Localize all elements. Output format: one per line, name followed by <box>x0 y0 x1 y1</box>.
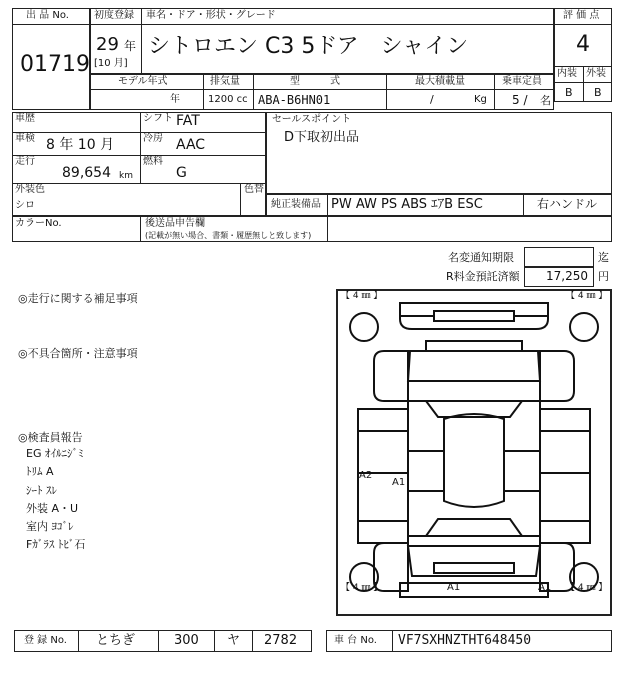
postdoc-note: (記載が無い場合、書類・履歴無しと致します) <box>145 231 312 240</box>
color-change-label: 色替 <box>244 184 264 195</box>
interior-grade: B <box>565 86 573 99</box>
steering: 右ハンドル <box>537 197 598 211</box>
chassis-no: VF7SXHNZTHT648450 <box>398 633 532 648</box>
sales-point: D下取初出品 <box>284 130 360 145</box>
reg-number: 2782 <box>264 633 298 648</box>
rear-bumper-outline <box>400 583 548 597</box>
right-side-outline <box>540 409 590 543</box>
max-load-slash: / <box>430 93 434 106</box>
name-change-label: 名変通知期限 <box>448 251 514 264</box>
capacity: 5 / <box>512 93 528 107</box>
year-unit: 年 <box>124 39 137 53</box>
recycle-value: 17,250 <box>546 269 588 283</box>
reg-region: とちぎ <box>96 633 136 648</box>
exterior-color-label: 外装色 <box>15 184 45 195</box>
history-label: 車歴 <box>15 113 35 124</box>
displacement: 1200 cc <box>208 94 248 105</box>
hood-outline <box>408 351 540 381</box>
color-no-label: カラーNo. <box>15 218 62 229</box>
model-type: ABA-B6HN01 <box>258 93 331 107</box>
displacement-label: 排気量 <box>210 76 240 87</box>
type-label: 型 式 <box>290 76 340 87</box>
tire-tl: 【 4 ㎜ 】 <box>341 291 383 301</box>
trunk-outline <box>408 546 540 576</box>
cabin-outline <box>408 401 540 536</box>
mileage-unit: km <box>119 171 133 181</box>
inspector-line: ﾄﾘﾑ A <box>26 465 54 478</box>
fuel-label: 燃料 <box>143 156 163 167</box>
first-reg-year: 29 <box>96 34 119 55</box>
ac-label: 冷房 <box>143 133 163 144</box>
max-load-label: 最大積載量 <box>415 76 465 87</box>
recycle-unit: 円 <box>598 270 609 283</box>
right-front-arch <box>540 351 574 401</box>
equipment-label: 純正装備品 <box>271 199 321 210</box>
chassis-label: 車 台 No. <box>334 635 377 646</box>
mark-a1-left: A1 <box>392 477 406 488</box>
front-plate-outline <box>434 311 514 321</box>
mileage-label: 走行 <box>15 156 35 167</box>
mark-a2: A2 <box>359 470 373 481</box>
name-change-value-box <box>524 247 594 267</box>
first-reg-label: 初度登録 <box>94 10 134 21</box>
fuel: G <box>176 165 187 181</box>
reg-class: 300 <box>174 633 199 648</box>
rear-window-outline <box>426 519 522 536</box>
exterior-color: シロ <box>15 200 35 211</box>
interior-label: 内装 <box>557 68 577 79</box>
left-front-arch <box>374 351 408 401</box>
inspector-line: ｼｰﾄ ｽﾚ <box>26 484 57 497</box>
inspector-title: ◎検査員報告 <box>18 431 83 444</box>
inspection: 8 年 10 月 <box>46 137 115 153</box>
ac: AAC <box>176 137 206 153</box>
model-year-label: モデル年式 <box>118 76 168 87</box>
car-name-label: 車名・ドア・形状・グレード <box>146 10 276 21</box>
rear-plate-outline <box>434 563 514 573</box>
inspector-line: 室内 ﾖｺﾞﾚ <box>26 520 74 533</box>
roof-outline <box>444 414 504 507</box>
mileage: 89,654 <box>62 165 111 181</box>
capacity-unit: 名 <box>540 94 551 107</box>
color-no-box <box>12 216 612 242</box>
capacity-label: 乗車定員 <box>502 76 542 87</box>
mark-a1-bottom-right: A1 <box>538 582 552 593</box>
model-year-unit: 年 <box>170 94 180 105</box>
tire-tr: 【 4 ㎜ 】 <box>566 291 608 301</box>
shift-label: シフト <box>143 113 173 124</box>
details-box <box>12 112 266 216</box>
sales-point-label: セールスポイント <box>272 114 352 125</box>
defects-title: ◎不具合箇所・注意事項 <box>18 347 138 360</box>
eval-score: 4 <box>576 32 590 57</box>
reg-kana: ヤ <box>227 633 241 648</box>
lot-no-label: 出 品 No. <box>26 10 69 21</box>
name-change-unit: 迄 <box>598 251 609 264</box>
exterior-grade: B <box>594 86 602 99</box>
first-reg-month: [10 月] <box>94 58 128 69</box>
inspection-label: 車検 <box>15 133 35 144</box>
equipment: PW AW PS ABS ｴｱB ESC <box>331 197 483 212</box>
wheel-front-right <box>570 313 598 341</box>
shift: FAT <box>176 113 200 129</box>
inspector-line: 外装 A・U <box>26 502 79 515</box>
car-diagram <box>338 291 610 614</box>
wheel-front-left <box>350 313 378 341</box>
exterior-label: 外装 <box>586 68 606 79</box>
reg-no-label: 登 録 No. <box>24 635 67 646</box>
inspector-line: Fｶﾞﾗｽ ﾄﾋﾞ石 <box>26 538 86 551</box>
lot-no: 01719 <box>20 52 90 77</box>
recycle-label: R料金預託済額 <box>446 270 520 283</box>
postdoc-label: 後送品申告欄 <box>145 218 205 229</box>
max-load-unit: Kg <box>474 94 487 105</box>
driving-title: ◎走行に関する補足事項 <box>18 292 138 305</box>
eval-label: 評 価 点 <box>563 10 600 21</box>
inspector-line: EG ｵｲﾙﾆｼﾞﾐ <box>26 447 84 460</box>
tire-br: 【 4 ㎜ 】 <box>566 583 608 593</box>
car-name: シトロエン C3 5ドア シャイン <box>148 34 469 59</box>
mark-a1-bottom: A1 <box>447 582 461 593</box>
tire-bl: 【 4 ㎜ 】 <box>341 583 383 593</box>
